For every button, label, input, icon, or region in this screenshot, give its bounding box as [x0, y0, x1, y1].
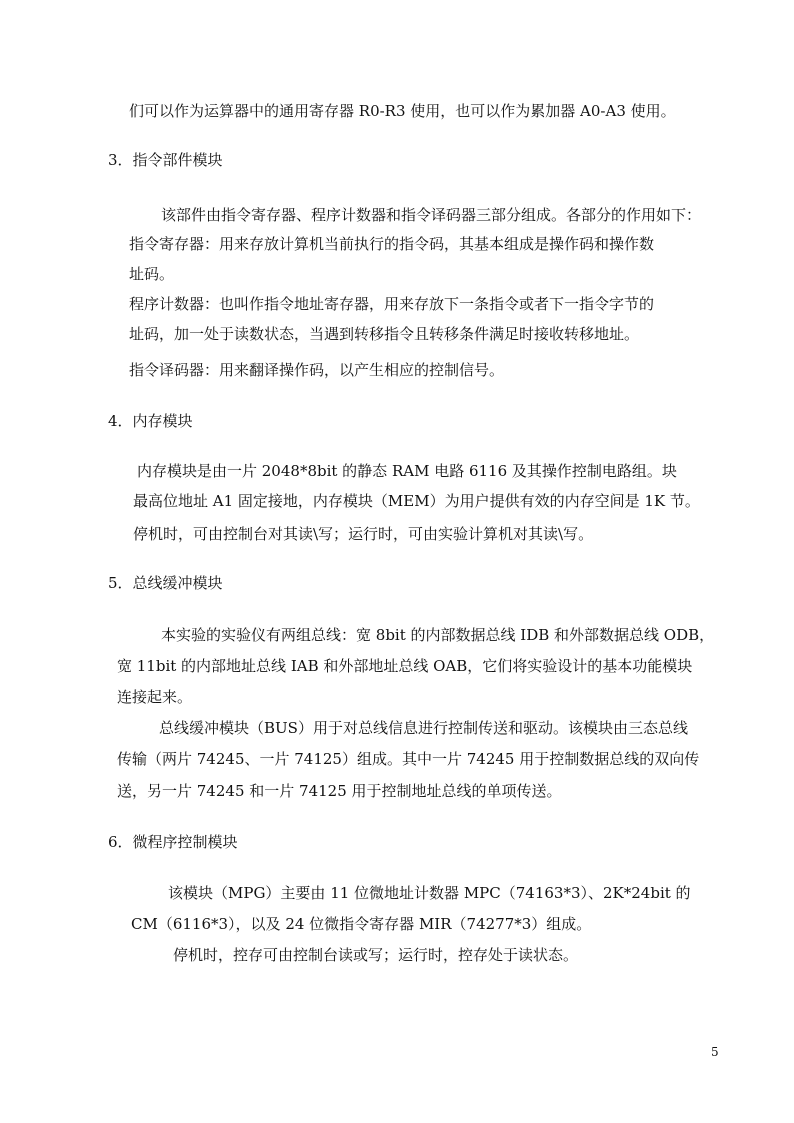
text-line-23: 停机时，控存可由控制台读或写；运行时，控存处于读状态。	[173, 946, 579, 964]
text-line-15: 宽 11bit 的内部地址总线 IAB 和外部地址总线 OAB，它们将实验设计的基本功能模块	[117, 657, 693, 675]
text-line-17: 总线缓冲模块（BUS）用于对总线信息进行控制传送和驱动。该模块由三态总线	[159, 719, 688, 737]
text-line-5: 址码。	[129, 265, 175, 283]
text-line-10: 内存模块是由一片 2048*8bit 的静态 RAM 电路 6116 及其操作控制电路组。块	[137, 462, 677, 480]
text-line-16: 连接起来。	[117, 688, 193, 706]
text-line-18: 传输（两片 74245、一片 74125）组成。其中一片 74245 用于控制数据总线的双向传	[117, 750, 700, 768]
section-heading-5: 5．总线缓冲模块	[108, 574, 223, 592]
page-number: 5	[711, 1045, 719, 1059]
text-line-22: CM（6116*3），以及 24 位微指令寄存器 MIR（74277*3）组成。	[131, 915, 592, 933]
text-line-14: 本实验的实验仪有两组总线：宽 8bit 的内部数据总线 IDB 和外部数据总线 ODB，	[161, 626, 715, 644]
text-line-21: 该模块（MPG）主要由 11 位微地址计数器 MPC（74163*3）、2K*24bit 的	[168, 884, 691, 902]
section-heading-3: 3．指令部件模块	[108, 151, 223, 169]
text-line-1: 们可以作为运算器中的通用寄存器 R0-R3 使用，也可以作为累加器 A0-A3 使用。	[129, 102, 676, 120]
text-line-12: 停机时，可由控制台对其读\写；运行时，可由实验计算机对其读\写。	[133, 525, 594, 543]
section-heading-6: 6．微程序控制模块	[108, 833, 238, 851]
text-line-3: 该部件由指令寄存器、程序计数器和指令译码器三部分组成。各部分的作用如下：	[161, 206, 702, 224]
text-line-11: 最高位地址 A1 固定接地，内存模块（MEM）为用户提供有效的内存空间是 1K 节。	[133, 492, 700, 510]
text-line-6: 程序计数器：也叫作指令地址寄存器，用来存放下一条指令或者下一指令字节的	[129, 295, 655, 313]
text-line-19: 送，另一片 74245 和一片 74125 用于控制地址总线的单项传送。	[117, 782, 562, 800]
text-line-7: 址码，加一处于读数状态，当遇到转移指令且转移条件满足时接收转移地址。	[129, 325, 640, 343]
text-line-8: 指令译码器：用来翻译操作码，以产生相应的控制信号。	[129, 361, 505, 379]
section-heading-4: 4．内存模块	[108, 412, 193, 430]
text-line-4: 指令寄存器：用来存放计算机当前执行的指令码，其基本组成是操作码和操作数	[129, 235, 655, 253]
